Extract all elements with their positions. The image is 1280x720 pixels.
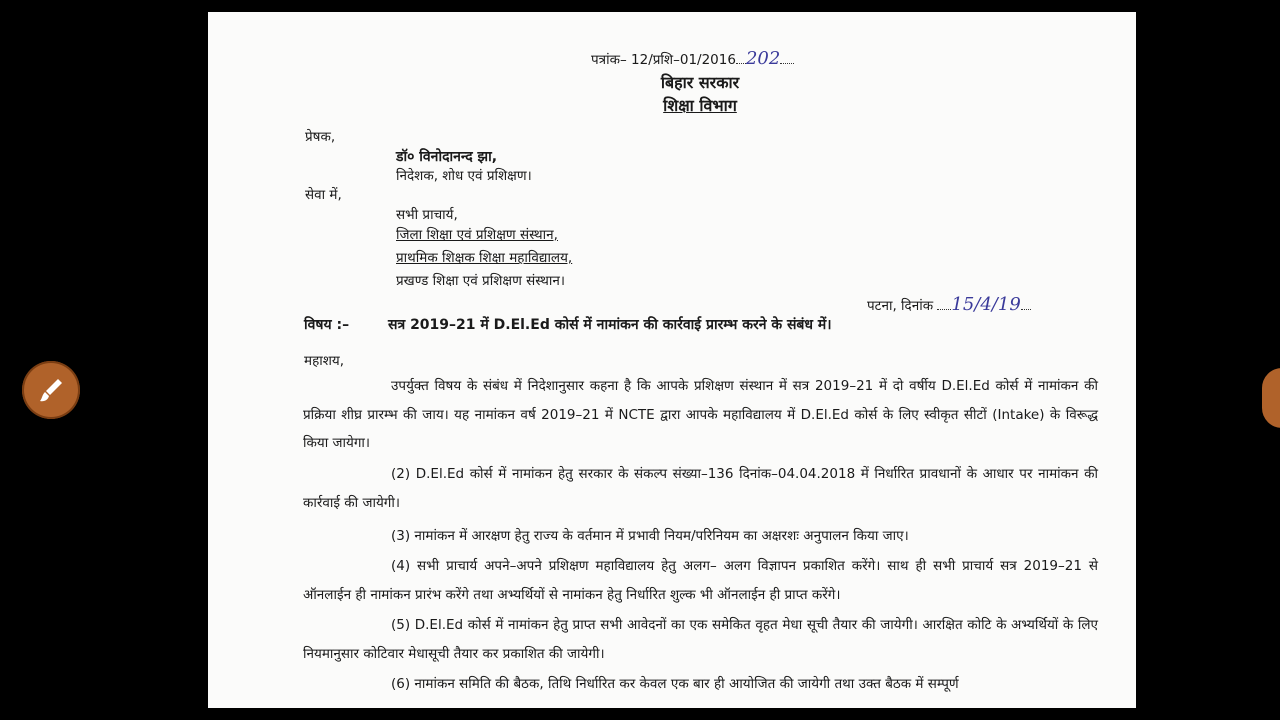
place-date [867, 296, 1031, 315]
recipient-1: सभी प्राचार्य, [396, 207, 458, 223]
dept-heading: शिक्षा विभाग [663, 96, 737, 115]
recipient-2: जिला शिक्षा एवं प्रशिक्षण संस्थान, [396, 227, 558, 243]
gov-heading: बिहार सरकार [660, 73, 740, 92]
letter-page [208, 12, 1136, 708]
place-date-label: पटना, दिनांक [867, 298, 934, 314]
recipient-3: प्राथमिक शिक्षक शिक्षा महाविद्यालय, [396, 250, 573, 266]
salutation: महाशय, [304, 353, 345, 369]
paragraph-2: (2) D.El.Ed कोर्स में नामांकन हेतु सरकार के संकल्प संख्या–136 दिनांक–04.04.2018 में निर्धारित प्रावधानों के आधार पर नामांकन की कार्रवाई की जायेगी। [303, 466, 1098, 511]
ref-handwritten: 202 [745, 48, 781, 69]
sender-designation: निदेशक, शोध एवं प्रशिक्षण। [396, 168, 532, 184]
recipient-4: प्रखण्ड शिक्षा एवं प्रशिक्षण संस्थान। [396, 273, 565, 289]
sender-label: प्रेषक, [305, 129, 336, 145]
date-handwritten: 15/4/19 [951, 294, 1021, 315]
sender-name: डॉ० विनोदानन्द झा, [396, 149, 498, 165]
paragraph-6: (6) नामांकन समिति की बैठक, तिथि निर्धारित कर केवल एक बार ही आयोजित की जायेगी तथा उक्त बैठक में सम्पूर्ण [391, 676, 959, 692]
paragraph-5: (5) D.El.Ed कोर्स में नामांकन हेतु प्राप्त सभी आवेदनों का एक समेकित वृहत मेधा सूची तैयार की जायेगी। आरक्षित कोटि के अभ्यर्थियों के लिए नियमानुसार कोटिवार मेधासूची तैयार कर प्रकाशित की जायेगी। [303, 617, 1098, 662]
paragraph-1: उपर्युक्त विषय के संबंध में निदेशानुसार कहना है कि आपके प्रशिक्षण संस्थान में सत्र 2019–21 में दो वर्षीय D.El.Ed कोर्स में नामांकन की प्रक्रिया शीघ्र प्रारम्भ की जाय। यह नामांकन वर्ष 2019–21 में NCTE द्वारा आपके महाविद्यालय में D.El.Ed कोर्स के लिए स्वीकृत सीटों (Intake) के विरूद्ध किया जायेगा। [303, 378, 1098, 451]
side-panel-handle[interactable] [1262, 368, 1280, 428]
ref-number: पत्रांक– 12/प्रशि–01/2016 [591, 52, 736, 68]
paragraph-3: (3) नामांकन में आरक्षण हेतु राज्य के वर्तमान में प्रभावी नियम/परिनियम का अक्षरशः अनुपालन किया जाए। [391, 528, 909, 544]
edit-button[interactable] [22, 361, 80, 419]
brush-icon [36, 375, 66, 405]
subject-label: विषय :– [304, 317, 350, 333]
subject-text: सत्र 2019–21 में D.El.Ed कोर्स में नामांकन की कार्रवाई प्रारम्भ करने के संबंध में। [388, 317, 832, 333]
ref-line [591, 50, 794, 69]
to-label: सेवा में, [305, 187, 342, 203]
paragraph-4: (4) सभी प्राचार्य अपने–अपने प्रशिक्षण महाविद्यालय हेतु अलग– अलग विज्ञापन प्रकाशित करेंगे। साथ ही सभी प्राचार्य सत्र 2019–21 से ऑनलाईन ही नामांकन प्रारंभ करेंगे तथा अभ्यर्थियों से नामांकन हेतु निर्धारित शुल्क भी ऑनलाईन ही प्राप्त करेंगे। [303, 558, 1098, 603]
